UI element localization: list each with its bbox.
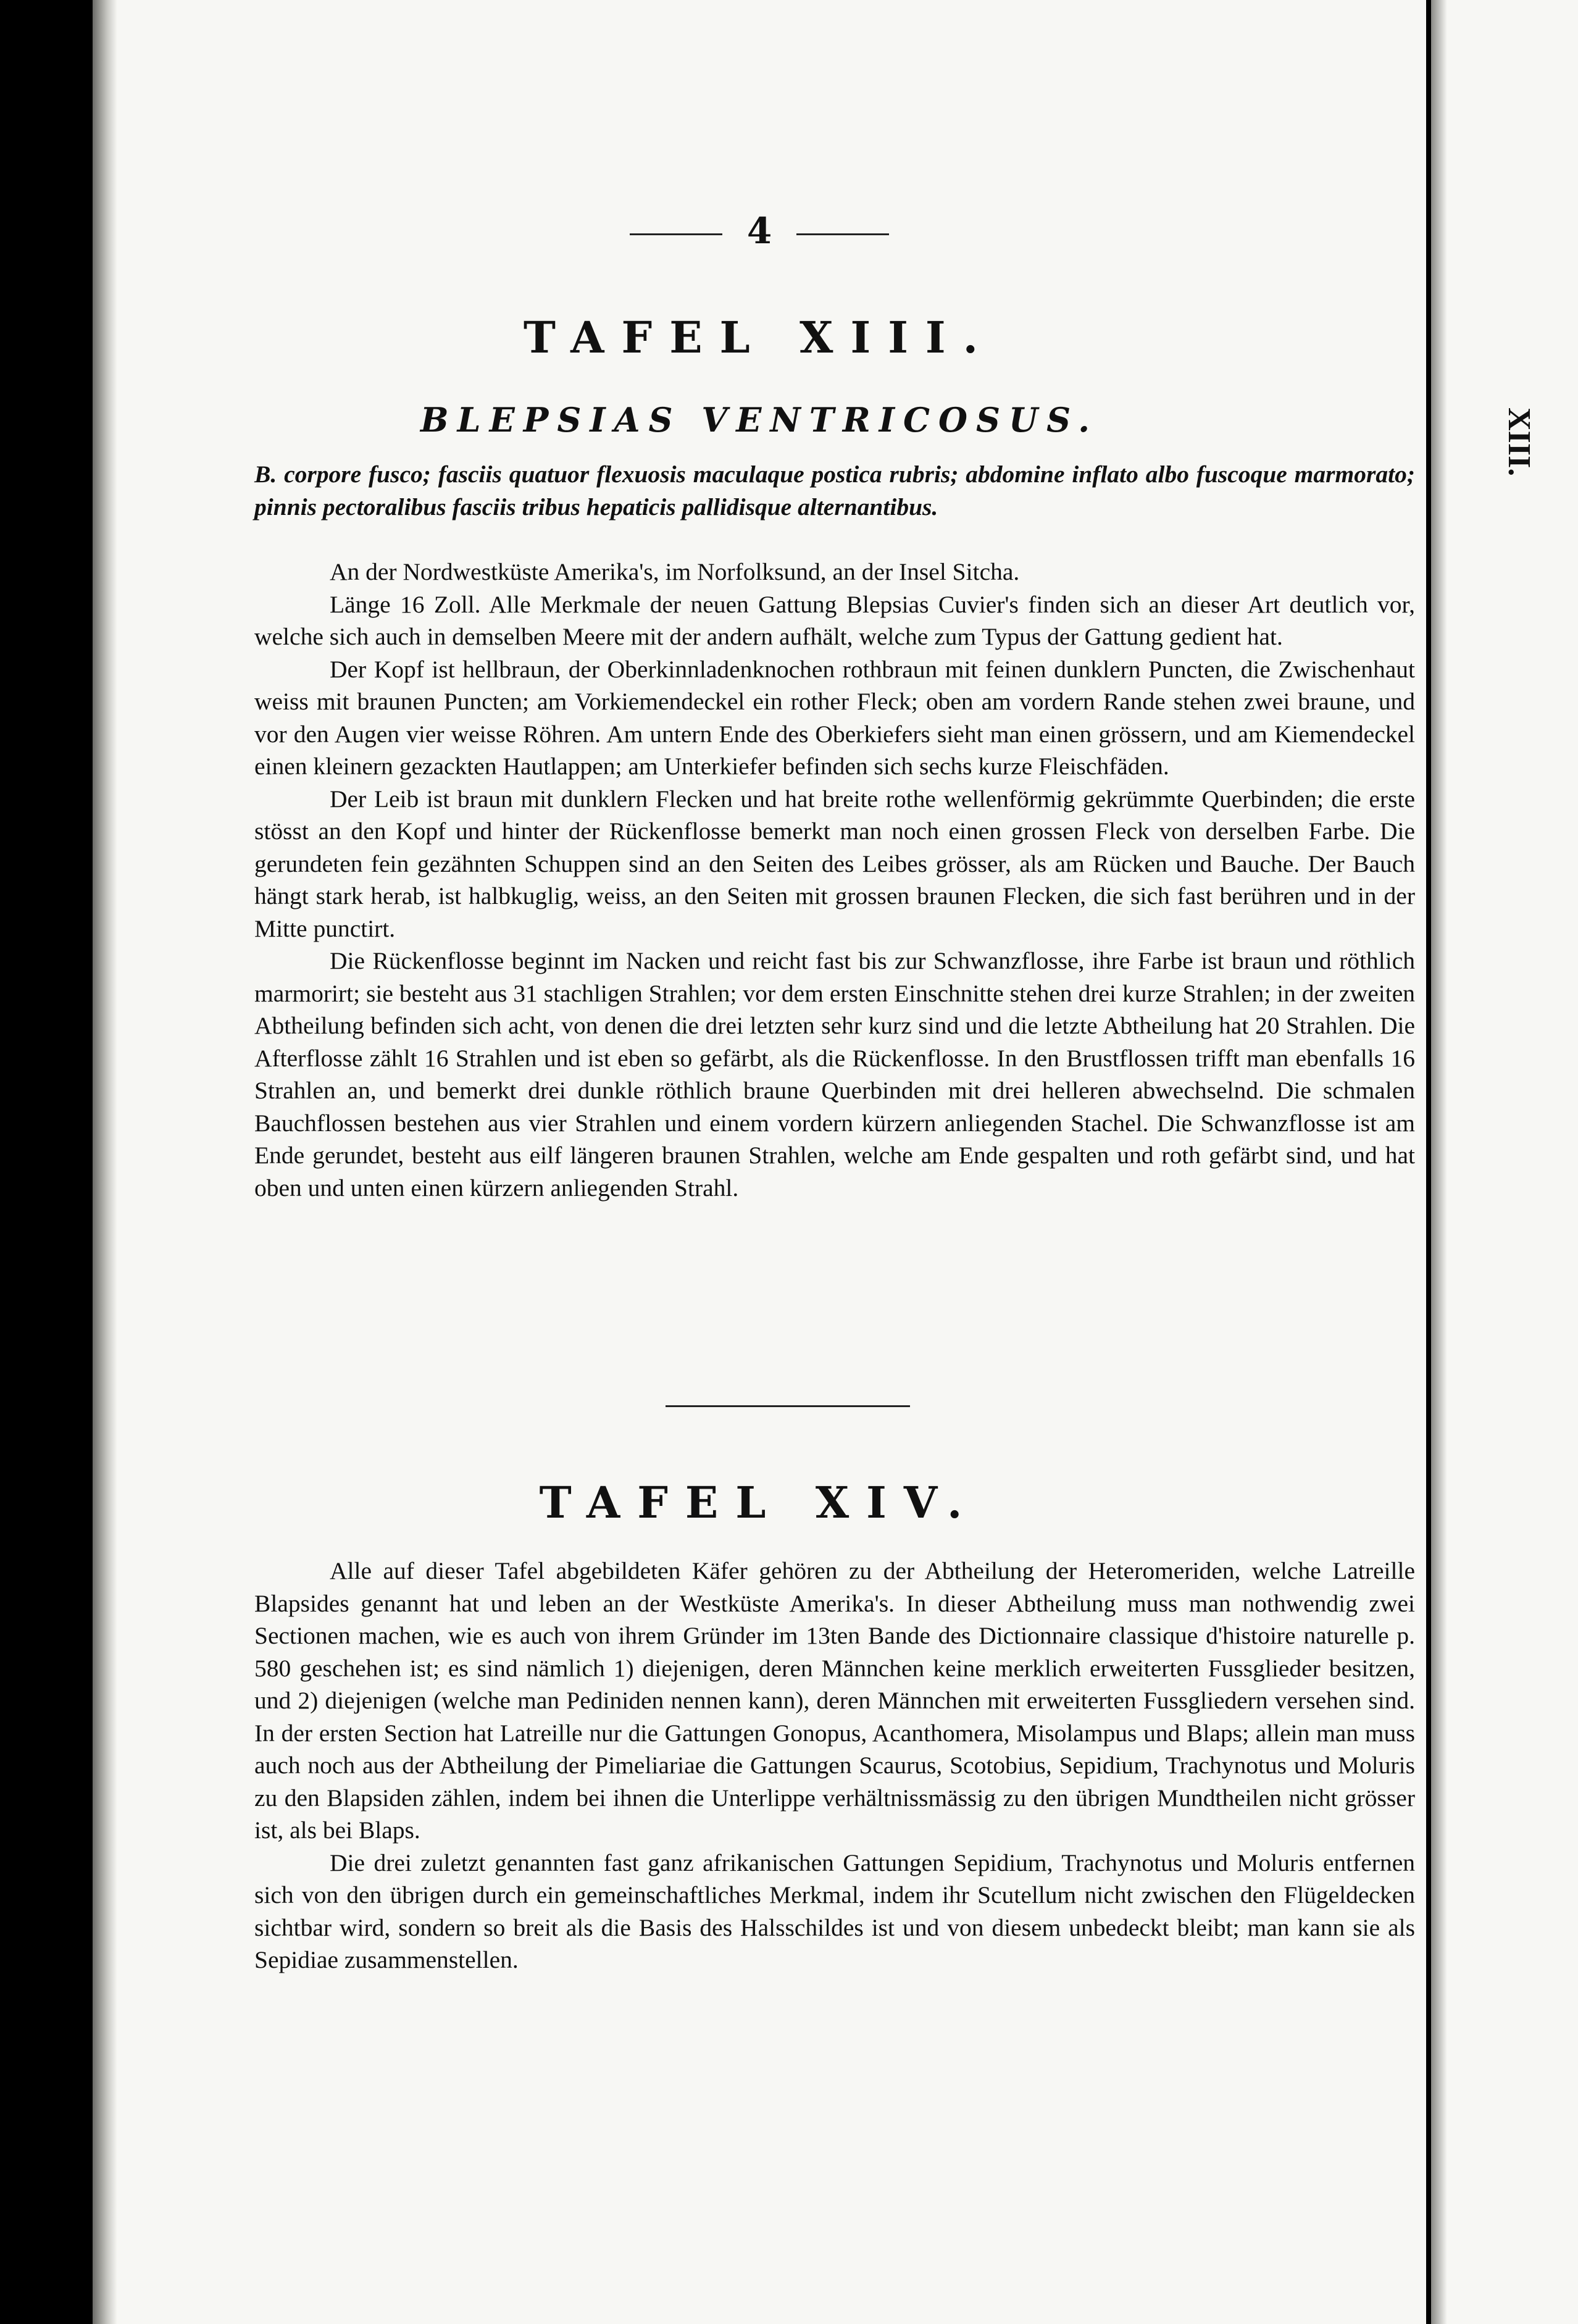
plate-13-heading: TAFEL XIII. — [523, 312, 996, 363]
paragraph: Länge 16 Zoll. Alle Merkmale der neuen Gattung Blepsias Cuvier's finden sich an dieser Art deutlich vor, welche sich auch in demselben Meere mit der andern aufhält, welche zum Typus der Gattung gedient hat. — [254, 590, 1415, 650]
page-number — [93, 210, 1426, 252]
paragraph: Der Kopf ist hellbraun, der Oberkinnladenknochen rothbraun mit feinen dunklern Puncten, die Zwischenhaut weiss mit braunen Puncten; am Vorkiemendeckel ein rother Fleck; oben am vordern Rande stehen zwei braune, und vor den Augen vier weisse Röhren. Am untern Ende des Oberkiefers sieht man einen grössern, und am Kiemendeckel einen kleinern gezackten Hautlappen; am Unterkiefer befinden sich sechs kurze Fleischfäden. — [254, 655, 1415, 780]
latin-diagnosis: B. corpore fusco; fasciis quatuor flexuosis maculaque postica rubris; abdomine inflato albo fuscoque marmorato; pinnis pectoralibus fasciis tribus hepaticis pallidisque alternantibus. — [254, 461, 1415, 520]
page-number-text: 4 — [746, 210, 772, 252]
plate-13-body — [254, 556, 1415, 1204]
paragraph: Der Leib ist braun mit dunklern Flecken und hat breite rothe wellenförmig gekrümmte Querbinden; die erste stösst an den Kopf und hinter der Rückenflosse bemerkt man noch einen grossen Fleck von derselben Farbe. Die gerundeten fein gezähnten Schuppen sind an den Seiten des Leibes grösser, als am Rücken und Bauche. Der Bauch hängt stark herab, ist halbkuglig, weiss, an den Seiten mit grossen braunen Flecken, die sich fast berühren und in der Mitte punctirt. — [254, 785, 1415, 942]
paragraph: Die drei zuletzt genannten fast ganz afrikanischen Gattungen Sepidium, Trachynotus und Moluris entfernen sich von den übrigen durch ein gemeinschaftliches Merkmal, indem ihr Scutellum nicht zwischen den Flügeldecken sichtbar wird, sondern so breit als die Basis des Halsschildes ist und von diesem unbedeckt bleibt; man kann sie als Sepidiae zusammenstellen. — [254, 1849, 1415, 1973]
paragraph: An der Nordwestküste Amerika's, im Norfolksund, an der Insel Sitcha. — [330, 558, 1020, 585]
rule-right — [796, 233, 889, 235]
rule-left — [630, 233, 722, 235]
margin-plate-label: XIII. — [1501, 408, 1537, 477]
paragraph: Die Rückenflosse beginnt im Nacken und reicht fast bis zur Schwanzflosse, ihre Farbe ist braun und röthlich marmorirt; sie besteht aus 31 stachligen Strahlen; vor dem ersten Einschnitte stehen drei kurze Strahlen; in der zweiten Abtheilung befinden sich acht, von denen die drei letzten sehr kurz sind und die letzte Abtheilung hat 20 Strahlen. Die Afterflosse zählt 16 Strahlen und ist eben so gefärbt, als die Rückenflosse. In den Brustflossen trifft man ebenfalls 16 Strahlen an, und bemerkt drei dunkle röthlich braune Querbinden mit drei helleren abwechselnd. Die schmalen Bauchflossen bestehen aus vier Strahlen und einem vordern kürzern anliegenden Stachel. Die Schwanzflosse ist am Ende gerundet, besteht aus eilf längeren braunen Strahlen, welche am Ende gespalten und roth gefärbt sind, und hat oben und unten einen kürzern anliegenden Strahl. — [254, 947, 1415, 1202]
book-page — [93, 0, 1426, 2324]
paragraph: Alle auf dieser Tafel abgebildeten Käfer gehören zu der Abtheilung der Heteromeriden, welche Latreille Blapsides genannt hat und leben an der Westküste Amerika's. In dieser Abtheilung muss man nothwendig zwei Sectionen machen, wie es auch von ihrem Gründer im 13ten Bande des Dictionnaire classique d'histoire naturelle p. 580 geschehen ist; es sind nämlich 1) diejenigen, deren Männchen keine merklich erweiterten Fussglieder besitzen, und 2) diejenigen (welche man Pediniden nennen kann), deren Männchen mit erweiterten Fussgliedern versehen sind. In der ersten Section hat Latreille nur die Gattungen Gonopus, Acanthomera, Misolampus und Blaps; allein man muss auch noch aus der Abtheilung der Pimeliariae die Gattungen Scaurus, Scotobius, Sepidium, Trachynotus und Moluris zu den Blapsiden zählen, indem bei ihnen die Unterlippe verhältnissmässig zu den übrigen Mundtheilen nicht grösser ist, als bei Blaps. — [254, 1557, 1415, 1844]
adjacent-page-edge — [1431, 0, 1578, 2324]
plate-14-heading: TAFEL XIV. — [539, 1477, 980, 1528]
section-divider — [666, 1405, 910, 1407]
species-title: BLEPSIAS VENTRICOSUS. — [420, 400, 1099, 440]
plate-14-body — [254, 1555, 1415, 1976]
